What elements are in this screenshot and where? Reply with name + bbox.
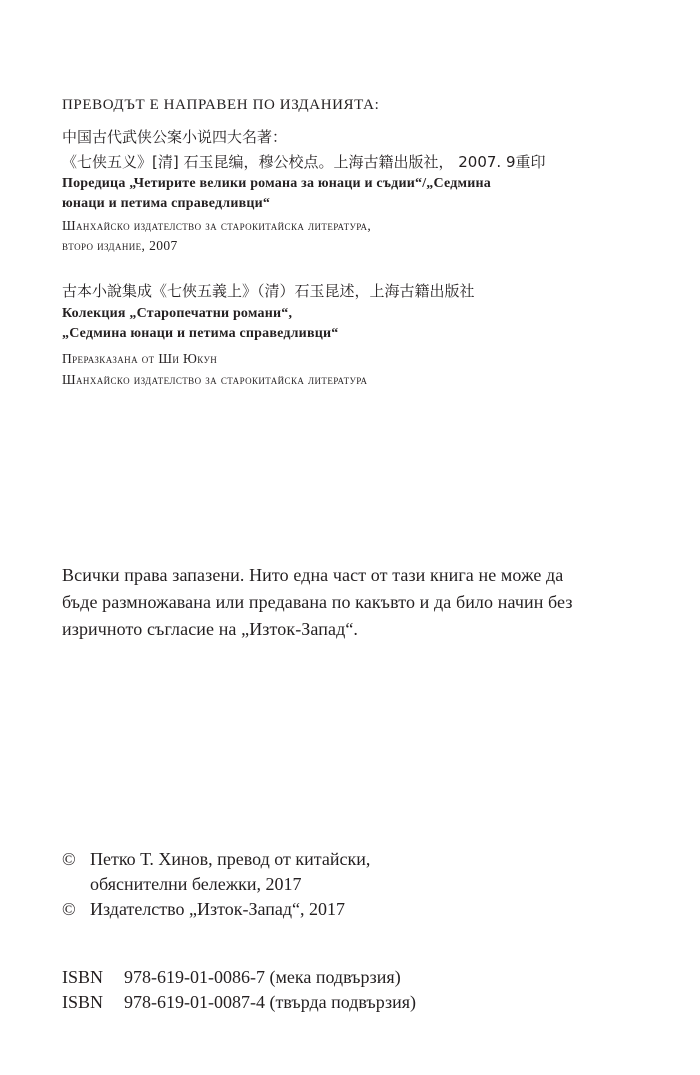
isbn-soft bbox=[62, 967, 401, 988]
isbn-hard bbox=[62, 992, 416, 1013]
isbn-soft-binding: (мека подвързия) bbox=[269, 967, 401, 987]
rights-line3: изричното съгласие на „Изток-Запад“. bbox=[62, 619, 359, 639]
edition2-retold-line: Преразказана от Ши Юкун bbox=[62, 351, 218, 366]
edition1-series-line2: юнаци и петима справедливци“ bbox=[62, 196, 271, 211]
edition1-cjk-line2: 《七侠五义》[清] 石玉昆编，穆公校点。上海古籍出版社， 2007. 9重印 bbox=[62, 153, 546, 171]
copyright-symbol: © bbox=[62, 899, 76, 919]
isbn-hard-number: 978-619-01-0087-4 bbox=[124, 992, 265, 1012]
translation-heading: ПРЕВОДЪТ Е НАПРАВЕН ПО ИЗДАНИЯТА: bbox=[62, 97, 380, 113]
copyright-translator bbox=[62, 849, 370, 870]
copyright-symbol: © bbox=[62, 849, 76, 869]
rights-line1: Всички права запазени. Нито една част от тази книга не може да bbox=[62, 565, 564, 585]
rights-line2: бъде размножавана или предавана по какъвто и да било начин без bbox=[62, 592, 573, 612]
copyright-line1: Петко Т. Хинов, превод от китайски, bbox=[90, 849, 371, 869]
edition2-collection-line2: „Седмина юнаци и петима справедливци“ bbox=[62, 326, 339, 341]
edition1-publisher-line2: второ издание, 2007 bbox=[62, 238, 178, 253]
isbn-label: ISBN bbox=[62, 967, 104, 987]
isbn-label: ISBN bbox=[62, 992, 104, 1012]
edition2-cjk-line1: 古本小說集成《七俠五義上》（清）石玉昆述，上海古籍出版社 bbox=[62, 282, 475, 300]
copyright-line2: обяснителни бележки, 2017 bbox=[90, 874, 302, 894]
edition1-publisher-line1: Шанхайско издателство за старокитайска литература, bbox=[62, 218, 372, 233]
edition2-collection-line1: Колекция „Старопечатни романи“, bbox=[62, 306, 293, 321]
edition1-series-line1: Поредица „Четирите велики романа за юнаци и съдии“/„Седмина bbox=[62, 176, 491, 191]
edition1-cjk-line1: 中国古代武侠公案小说四大名著： bbox=[62, 128, 288, 146]
edition2-publisher-line: Шанхайско издателство за старокитайска литература bbox=[62, 372, 368, 387]
copyright-publisher bbox=[62, 899, 345, 920]
isbn-hard-binding: (твърда подвързия) bbox=[269, 992, 416, 1012]
isbn-soft-number: 978-619-01-0086-7 bbox=[124, 967, 265, 987]
copyright-line3: Издателство „Изток-Запад“, 2017 bbox=[90, 899, 346, 919]
